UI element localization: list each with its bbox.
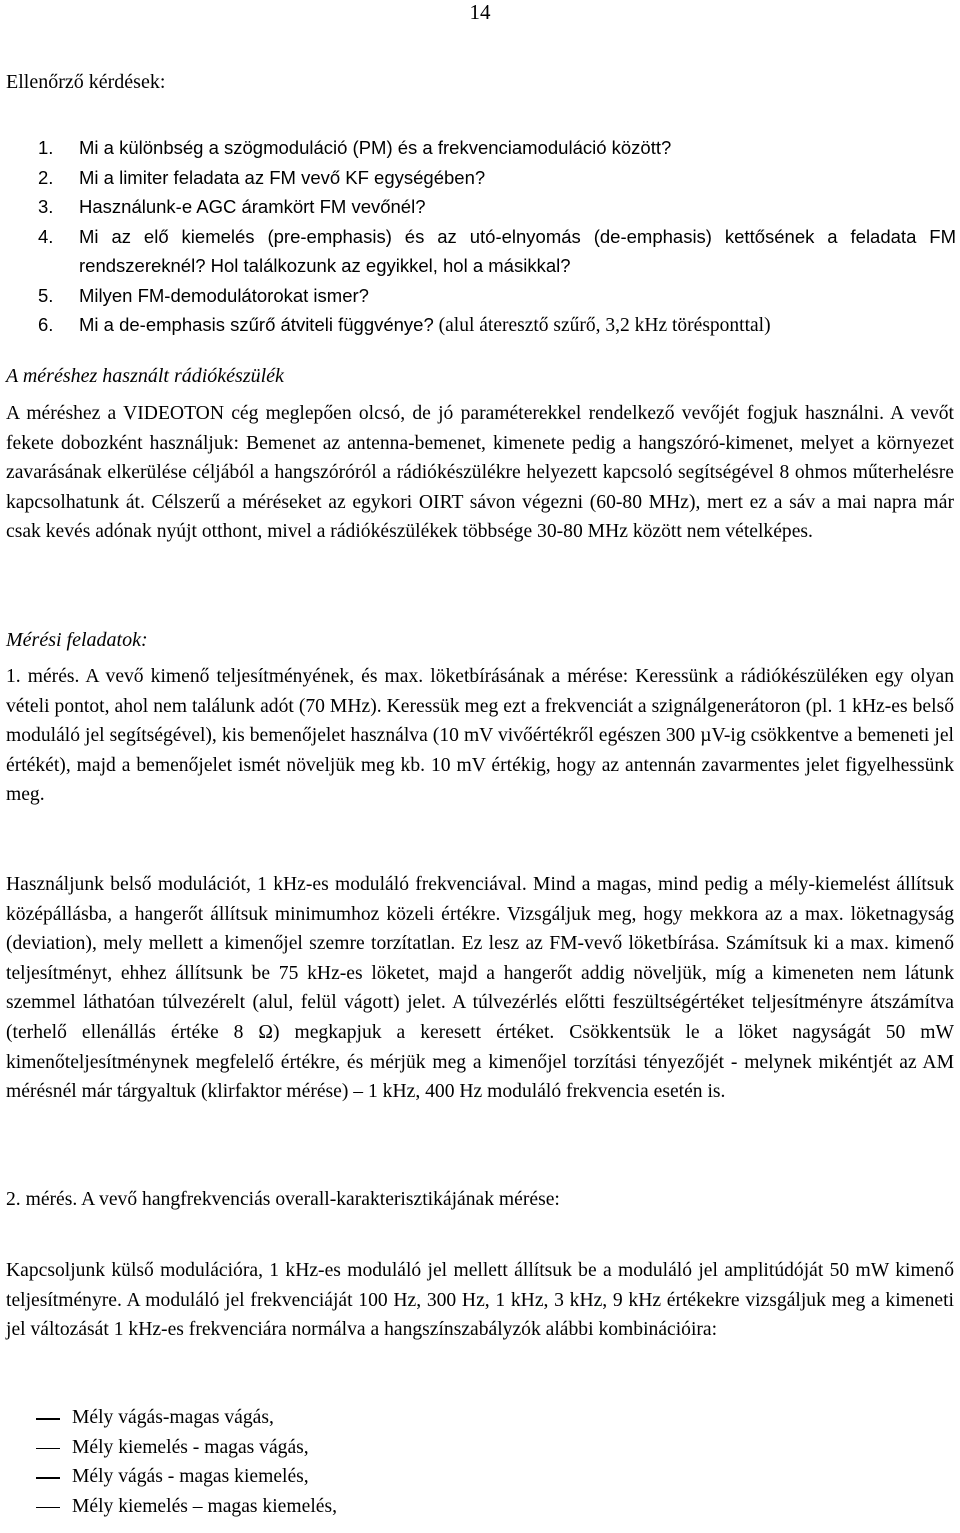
task-2-title: 2. mérés. A vevő hangfrekvenciás overall-karakterisztikájának mérése: xyxy=(6,1189,560,1210)
question-text: Mi az elő kiemelés (pre-emphasis) és az utó-elnyomás (de-emphasis) kettősének a feladata FM rendszereknél? Hol találkozunk az egyikkel, hol a másikkal? xyxy=(79,225,956,276)
question-number: 6. xyxy=(38,314,54,335)
dash-bullet xyxy=(36,1448,60,1450)
question-item xyxy=(6,281,956,311)
list-item xyxy=(6,1433,706,1463)
list-item-text: Mély vágás-magas vágás, xyxy=(72,1407,274,1428)
question-list xyxy=(6,133,956,341)
list-item-text: Mély kiemelés – magas kiemelés, xyxy=(72,1495,337,1517)
dash-bullet xyxy=(36,1418,60,1420)
question-number: 4. xyxy=(38,225,54,247)
question-number: 1. xyxy=(38,137,54,158)
radio-description-paragraph: A méréshez a VIDEOTON cég meglepően olcsó, de jó paraméterekkel rendelkező vevőjét fogjuk használni. A vevőt fekete dobozként használjuk: Bemenet az antenna-bemenet, kimenete pedig a hangszóró-kimenet, melyet a környezet zavarásának elkerülése céljából a hangszóróról a rádiókészülékre helyezett kapcsoló segítségével 8 ohmos műterhelésre kapcsolhatunk át. Célszerű a méréseket az egykori OIRT sávon végezni (60-80 MHz), mert ez a sáv a mai napra már csak kevés adónak nyújt otthont, mivel a rádiókészülékek többsége 30-80 MHz között nem vételképes. xyxy=(6,403,954,543)
question-text: Milyen FM-demodulátorokat ismer? xyxy=(79,284,369,306)
list-item xyxy=(6,1462,706,1492)
dash-bullet xyxy=(36,1507,60,1509)
question-number: 2. xyxy=(38,166,54,188)
review-questions-heading: Ellenőrző kérdések: xyxy=(6,71,166,93)
question-number: 5. xyxy=(38,284,54,306)
question-answer-hint: (alul áteresztő szűrő, 3,2 kHz törésponttal) xyxy=(433,315,771,336)
radio-section-title: A méréshez használt rádiókészülék xyxy=(6,365,284,387)
question-text: Mi a különbség a szögmoduláció (PM) és a frekvenciamoduláció között? xyxy=(79,137,672,158)
page-number: 14 xyxy=(469,0,491,24)
task-1-paragraph: 1. mérés. A vevő kimenő teljesítményének, és max. löketbírásának a mérése: Keressünk a rádiókészüléken egy olyan vételi pontot, ahol nem találunk adót (70 MHz). Keressük meg ezt a frekvenciát a szignálgenerátoron (pl. 1 kHz-es belső moduláló jel segítségével), kis bemenőjelet használva (10 mV vivőértékről egészen 300 µV-ig csökkentve a bemeneti jel értékét), majd a bemenőjelet ismét növeljük meg kb. 10 mV értékig, hogy az antennán zavarmentes jelet figyelhessünk meg. xyxy=(6,666,954,806)
tone-control-combination-list xyxy=(6,1403,706,1521)
question-item xyxy=(6,222,956,281)
question-item xyxy=(6,310,956,341)
question-number: 3. xyxy=(38,196,54,217)
list-item xyxy=(6,1492,706,1522)
list-item-text: Mély vágás - magas kiemelés, xyxy=(72,1466,309,1487)
task-2-paragraph: Kapcsoljunk külső modulációra, 1 kHz-es moduláló jel mellett állítsuk be a moduláló jel amplitúdóját 50 mW kimenő teljesítményre. A moduláló jel frekvenciáját 100 Hz, 300 Hz, 1 kHz, 3 kHz, 9 kHz értékekre vizsgáljuk meg a kimeneti jel változását 1 kHz-es frekvenciára normálva a hangszínszabályzók alábbi kombinációira: xyxy=(6,1260,954,1341)
question-item xyxy=(6,192,956,222)
list-item-text: Mély kiemelés - magas vágás, xyxy=(72,1436,309,1458)
question-item xyxy=(6,163,956,193)
task-1-procedure-paragraph: Használjunk belső modulációt, 1 kHz-es moduláló frekvenciával. Mind a magas, mind pedig a mély-kiemelést állítsuk középállásba, a hangerőt állítsuk minimumhoz közeli értékre. Vizsgáljuk meg, hogy mekkora az a max. löketnagyság (deviation), mely mellett a kimenőjel szemre torzítatlan. Ez lesz az FM-vevő löketbírása. Számítsuk ki a max. kimenő teljesítményt, ehhez állítsunk be 75 kHz-es löketet, majd a hangerőt addig növeljük, míg a kimeneten nem látunk szemmel láthatóan túlvezérelt (alul, felül vágott) jelet. A túlvezérlés előtti feszültségértéket teljesítményre átszámítva (terhelő ellenállás értéke 8 Ω) megkapjuk a keresett értéket. Csökkentsük le a löket nagyságát 50 mW kimenőteljesítménynek megfelelő értékre, és mérjük meg a kimenőjel torzítási tényezőjét - melynek mikéntjét az AM mérésnél már tárgyaltuk (klirfaktor mérése) – 1 kHz, 400 Hz moduláló frekvencia esetén is. xyxy=(6,874,954,1103)
question-item xyxy=(6,133,956,163)
tasks-section-title: Mérési feladatok: xyxy=(6,629,148,651)
question-text: Használunk-e AGC áramkört FM vevőnél? xyxy=(79,196,426,217)
question-text: Mi a limiter feladata az FM vevő KF egységében? xyxy=(79,166,486,188)
dash-bullet xyxy=(36,1477,60,1479)
question-text: Mi a de-emphasis szűrő átviteli függvénye? xyxy=(79,314,434,335)
list-item xyxy=(6,1403,706,1433)
